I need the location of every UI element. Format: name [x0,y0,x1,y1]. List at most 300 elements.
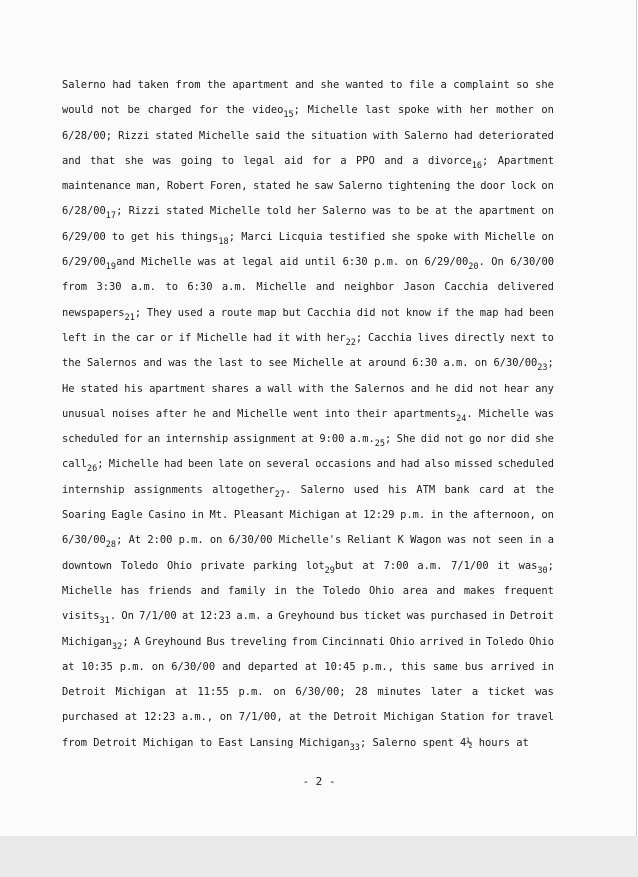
word: and [436,584,456,597]
word: for [199,104,218,117]
word: 10:45 [324,660,356,673]
word: noises [112,407,150,420]
word: in [191,509,204,522]
word: any [535,382,554,395]
word: They [146,306,172,319]
word: the [455,306,474,319]
word: Michelle [197,331,248,344]
page-number: - 2 - [302,775,336,788]
footnote-marker: 24 [456,413,467,424]
word: in [492,610,505,623]
word: Michigan [115,686,166,699]
word: minutes [377,686,422,699]
word: and [384,154,403,167]
word: Toledo [486,635,524,648]
footnote-marker: 27 [274,489,285,500]
word: get [130,230,150,243]
word: $6/30/00_{28}$; [62,534,123,551]
word: at [289,711,302,724]
word: said [254,129,281,142]
word: a [440,79,447,91]
footnote-marker: 21 [124,312,135,323]
word: the [62,357,81,370]
word: 6:30 [187,281,213,294]
word: a [547,534,554,547]
word: complaint [453,79,510,91]
word: charged [147,104,192,117]
word: for [312,154,332,167]
word: unusual [62,407,106,420]
word: Cacchia [367,331,412,344]
word: was [535,686,554,699]
word: with [436,104,463,117]
word: at [304,660,318,673]
word: with [295,331,321,344]
text-line [62,604,554,629]
text-line [62,326,554,351]
text-line [62,73,554,98]
word: on [541,509,554,522]
text-line [62,402,554,427]
word: p.m. [178,534,204,547]
text-line [62,427,554,452]
word: to [389,79,403,91]
word: Rizzi [128,205,160,218]
word: 7/1/00 [451,559,489,572]
word: apartment [232,79,289,91]
word: divorce$_{16}$; [427,154,489,171]
word: a.m. [130,281,156,294]
word: Apartment [497,154,554,167]
word: for [491,711,510,724]
word: 6:30 [342,256,368,269]
word: deteriorated [478,129,554,142]
word: 6/30/00 [510,256,554,269]
word: 7:00 [383,559,409,572]
word: Marci [241,230,273,243]
footnote-marker: 25 [374,438,385,449]
word: K [397,534,404,547]
word: Michelle [256,281,307,294]
word: would [62,104,94,117]
footnote-marker: 30 [537,565,548,576]
word: 6/28/00; [62,129,113,142]
word: been [188,458,214,471]
word: was$_{30}$; [518,559,554,576]
word: aid [284,154,303,167]
word: and [222,660,241,673]
word: Michelle's [278,534,342,547]
word: Michelle [485,230,536,243]
word: on [219,711,233,724]
word: in [541,660,554,673]
word: shares [211,382,250,395]
word: internship [62,483,125,496]
word: ticket [487,686,526,699]
footnote-marker: 15 [283,110,294,121]
word: the [225,104,245,117]
word: lock [510,180,536,193]
word: Michigan [289,509,340,522]
word: after [155,407,188,420]
text-line [62,225,554,250]
word: the [286,129,305,142]
word: was [447,534,467,547]
word: had [504,306,524,319]
word: On [491,256,504,269]
word: he [435,382,449,395]
word: Salernos [354,382,405,395]
word: Casino [148,509,186,522]
word: their [356,407,388,420]
text-line [62,377,554,402]
word: p.m., [362,660,394,673]
word: delivered [497,281,554,294]
word: she [124,154,144,167]
word: later [430,686,463,699]
word: apartment [149,382,206,395]
word: several [266,458,310,471]
word: on [151,660,165,673]
word: last [365,104,391,117]
word: saw [314,180,333,193]
text-line [62,174,554,199]
word: had [252,331,272,344]
word: $6/29/00_{19}and$ [62,256,135,272]
word: from [291,635,317,648]
word: the [111,331,130,344]
word: 9:00 [319,433,345,446]
word: occasions [315,458,372,471]
word: 6/30/00 [171,660,216,673]
word: 12:23 [199,610,232,623]
text-line [62,199,554,224]
footnote-marker: 18 [218,236,229,247]
word: for [123,433,143,446]
text-line [62,655,554,680]
word: a [266,610,273,623]
word: parking [253,559,298,572]
word: that [90,154,116,167]
word: Licquia [278,230,323,243]
word: ticket [363,610,402,623]
word: arrived [490,660,535,673]
word: bus [339,610,359,623]
word: Reliant [347,534,392,547]
word: not [100,104,120,117]
word: Salerno [338,180,383,193]
word: the [308,711,328,724]
word: directly [454,331,505,344]
word: was [152,154,172,167]
word: know [405,306,431,319]
word: Michelle [209,205,260,218]
text-line [62,452,554,477]
word: legal [243,154,275,167]
word: his [124,382,144,395]
word: departed [247,660,298,673]
word: on [541,230,554,243]
word: the [295,584,315,597]
word: bank [444,483,470,496]
word: Salerno [404,129,448,142]
word: was [372,205,392,218]
text-line [62,680,554,705]
word: but [282,306,302,319]
word: testified [328,230,386,243]
word: a.m. [443,357,469,370]
text-line [62,503,554,528]
word: he [193,407,206,420]
word: Detroit [93,736,138,749]
word: Cacchia [444,281,489,294]
word: see [268,357,288,370]
word: file [408,79,434,91]
footnote-marker: 33 [349,742,360,753]
word: arrived [419,635,464,648]
word: man, [136,180,162,193]
word: call$_{26}$; [62,458,104,475]
word: also [424,458,450,471]
word: had [164,458,183,471]
word: at [175,686,188,699]
word: her$_{22}$; [326,331,363,348]
word: a [208,306,215,319]
word: purchased [430,610,488,623]
word: at [516,736,529,749]
word: A [133,635,140,648]
word: into [324,407,350,420]
word: legal [241,256,274,269]
word: did [454,382,474,395]
word: 3:30 [96,281,122,294]
word: stated [155,129,193,142]
word: stated [80,382,119,395]
word: Detroit [510,610,554,623]
word: scheduled [497,458,554,471]
word: at [181,610,195,623]
word: and [212,407,231,420]
word: internship [165,433,229,446]
word: Michigan [143,736,194,749]
word: Wagon [410,534,442,547]
word: door [480,180,506,193]
word: Salerno [300,483,345,496]
word: scheduled [62,433,119,446]
word: p.m. [238,686,264,699]
word: Michelle [237,407,288,420]
word: visits$_{31}$. [62,610,117,627]
word: in [468,635,482,648]
word: Ohio [167,559,193,572]
word: not [444,433,464,446]
word: taken [137,79,169,91]
word: Michigan$_{32}$; [62,635,129,652]
word: things$_{18}$; [180,230,235,247]
text-line [62,301,554,326]
word: his [155,230,175,243]
word: friends [148,584,192,597]
text-line [62,275,554,300]
word: hours [478,736,511,749]
word: Michelle [198,129,249,142]
word: same [432,660,458,673]
word: and [410,382,430,395]
text-line [62,630,554,655]
word: Toledo [120,559,159,572]
word: 12:29 [363,509,395,522]
word: 6:30 [412,357,438,370]
word: Soaring [62,509,106,522]
word: the [448,509,468,522]
word: she [535,79,554,91]
word: treveling [230,635,287,648]
text-line [62,705,554,730]
word: apartment [478,205,536,218]
word: maintenance [62,180,131,193]
word: a [412,154,419,167]
word: route [220,306,253,319]
word: on [541,180,554,193]
word: the [193,357,213,370]
word: Robert [166,180,205,193]
word: a.m., [181,711,214,724]
word: and [315,281,335,294]
word: Ohio [389,635,415,648]
text-line [62,250,554,275]
footnote-marker: 29 [324,565,335,576]
text-line [62,351,554,376]
word: She [396,433,416,446]
word: in [430,509,444,522]
word: Eagle [111,509,143,522]
word: spoke [398,104,430,117]
word: situation [310,129,368,142]
word: in [528,534,542,547]
word: spoke [416,230,448,243]
word: and [200,584,220,597]
word: went [293,407,319,420]
word: from [62,736,88,749]
word: 2:00 [147,534,173,547]
word: at [345,509,358,522]
word: a [471,686,479,699]
word: if [436,306,450,319]
footnote-marker: 19 [105,261,117,272]
word: apartments$_{24}$. [393,407,473,424]
word: card [478,483,504,496]
word: did [510,433,530,446]
word: purchased [62,711,119,724]
word: seen [497,534,523,547]
word: at [435,205,448,218]
word: stated [166,205,204,218]
word: or [160,331,173,344]
word: Rizzi [118,129,150,142]
text-line [62,579,554,604]
text-line [62,554,554,579]
word: was [197,256,217,269]
footnote-marker: 28 [105,540,117,551]
word: in [92,331,106,344]
word: so [516,79,529,91]
word: 6/29/00 [62,230,106,243]
word: Ohio [528,635,554,648]
word: with [373,129,399,142]
word: Foren, [210,180,248,193]
text-line [62,124,554,149]
word: car [135,331,155,344]
word: map [479,306,499,319]
word: not [381,306,401,319]
word: her [469,104,489,117]
word: area [402,584,428,597]
word: bus [464,660,484,673]
word: at [362,559,375,572]
word: a [340,154,347,167]
word: 12:23 [143,711,176,724]
word: on [248,458,261,471]
word: On [121,610,134,623]
word: $a.m._{25}$; [349,433,392,449]
word: 10:35 [81,660,113,673]
word: and [143,357,163,370]
word: on [474,357,488,370]
text-line [62,731,554,756]
word: the [329,382,349,395]
word: did [356,306,376,319]
word: $6/28/00_{17}$; [62,205,123,222]
word: in [274,584,287,597]
word: Salerno [372,736,417,749]
word: Jason [403,281,435,294]
word: p.m. [119,660,145,673]
word: to [541,331,554,344]
word: she [391,230,411,243]
word: to [221,154,235,167]
word: Michelle [141,256,192,269]
word: the [453,205,473,218]
word: 7/1/00 [139,610,177,623]
text-line [62,149,554,174]
footnote-marker: 16 [471,160,483,171]
word: a.m. [417,559,443,572]
word: Michigan$_{33}$; [299,736,367,753]
word: Michelle [307,104,358,117]
word: afternoon, [473,509,536,522]
word: at [349,357,363,370]
word: to [165,281,178,294]
word: lives [417,331,449,344]
word: at [513,483,526,496]
word: 28 [355,686,368,699]
word: Michelle [108,458,159,471]
word: until [304,256,337,269]
word: makes [463,584,496,597]
footnote-marker: 26 [87,464,98,475]
word: has [120,584,140,597]
word: At [128,534,142,547]
word: 7/1/00, [238,711,283,724]
footnote-marker: 23 [537,363,548,374]
word: wanted [345,79,384,91]
word: Cacchia [307,306,351,319]
footnote-marker: 22 [345,337,356,348]
word: was [535,407,554,420]
word: on [273,686,286,699]
word: been [528,306,554,319]
word: to [397,205,411,218]
